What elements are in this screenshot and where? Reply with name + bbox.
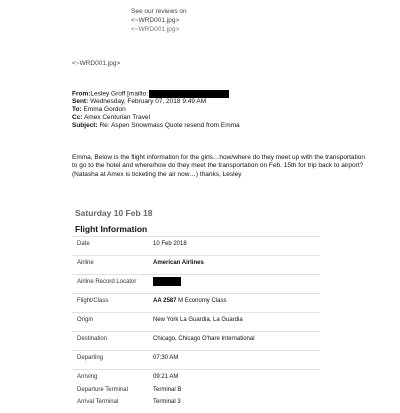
email-cc-line <box>72 114 150 122</box>
flight-number: AA 2587 <box>153 298 177 304</box>
table-row <box>72 331 320 350</box>
to-value: Emma Gordon <box>83 106 126 113</box>
sent-value: Wednesday, February 07, 2018 9:49 AM <box>90 98 207 105</box>
row-label: Departing <box>77 355 104 361</box>
row-label: Airline <box>77 260 94 266</box>
row-label: Arrival Terminal <box>77 399 119 405</box>
table-row <box>72 236 320 255</box>
row-label: Flight/Class <box>77 298 109 304</box>
cc-label: Cc: <box>72 114 83 121</box>
row-value: 09:21 AM <box>153 374 179 380</box>
image-placeholder-ref: <~WRD001.jpg> <box>131 26 180 33</box>
redaction-block <box>153 277 181 286</box>
image-placeholder-ref: <~WRD001.jpg> <box>72 60 121 67</box>
table-row <box>72 350 320 369</box>
row-label: Date <box>77 241 90 247</box>
sent-label: Sent: <box>72 98 89 105</box>
from-label: From: <box>72 90 91 98</box>
subject-label: Subject: <box>72 122 98 129</box>
table-row <box>72 255 320 274</box>
redaction-block <box>149 90 229 98</box>
row-label: Origin <box>77 317 94 323</box>
email-sent-line <box>72 98 206 106</box>
message-body: Emma, Below is the flight information for the girls…how/where do they meet up with the transportation to go to the hotel and where/how do they meet the transportation on Feb. 15th for trip back to airport? (Natasha at Amex is ticketing the air now…) thanks, Lesley <box>72 154 366 178</box>
row-value <box>153 298 226 304</box>
row-label: Destination <box>77 336 108 342</box>
row-label: Airline Record Locator <box>77 279 137 285</box>
section-title: Flight Information <box>75 224 148 234</box>
image-placeholder-ref: <~WRD001.jpg> <box>131 17 180 24</box>
subject-value: Re: Aspen Snowmass Quote resend from Emma <box>99 122 240 129</box>
row-value: Chicago, Chicago O'hare International <box>153 336 255 342</box>
row-value: 10 Feb 2018 <box>153 241 187 247</box>
table-row <box>72 394 320 413</box>
from-value: Lesley Groff [mailto: <box>90 90 149 98</box>
row-value: Terminal 3 <box>153 399 181 405</box>
row-label: Departure Terminal <box>77 387 128 393</box>
cc-value: Amex Centurian Travel <box>83 114 151 121</box>
flight-class: M Economy Class <box>176 298 227 304</box>
email-to-line <box>72 106 126 114</box>
row-value: 07:30 AM <box>153 355 179 361</box>
row-value: Terminal B <box>153 387 182 393</box>
table-row <box>72 293 320 312</box>
table-row <box>72 274 320 293</box>
reviews-text: See our reviews on <box>131 8 187 15</box>
row-value: American Airlines <box>153 260 204 266</box>
table-row <box>72 312 320 331</box>
email-subject-line <box>72 122 240 130</box>
row-value: New York La Guardia, La Guardia <box>153 317 243 323</box>
day-title: Saturday 10 Feb 18 <box>75 208 153 218</box>
to-label: To: <box>72 106 82 113</box>
row-value <box>153 279 181 288</box>
row-label: Arriving <box>77 374 98 380</box>
